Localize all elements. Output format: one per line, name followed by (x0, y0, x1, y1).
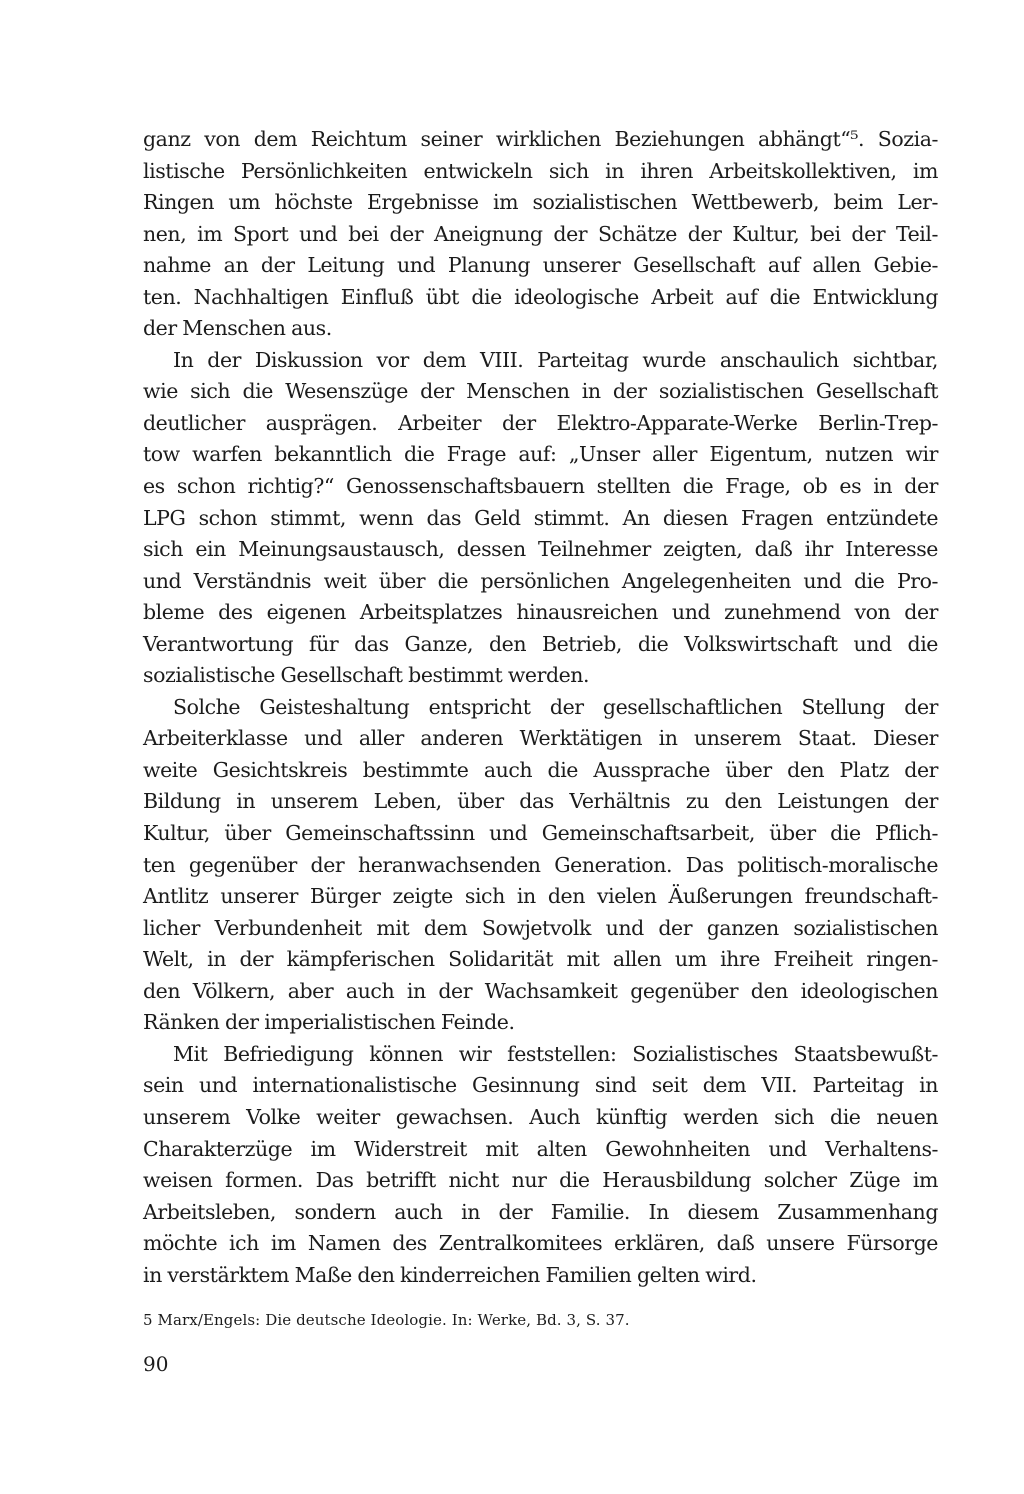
text-line: listische Persönlichkeiten entwickeln sich in ihren Arbeitskollektiven, im (143, 158, 938, 183)
text-line: bleme des eigenen Arbeitsplatzes hinausreichen und zunehmend von der (143, 600, 938, 625)
text-line: weite Gesichtskreis bestimmte auch die Aussprache über den Platz der (143, 757, 938, 782)
text-line: sein und internationalistische Gesinnung sind seit dem VII. Parteitag in (143, 1073, 938, 1098)
text-line: nen, im Sport und bei der Aneignung der Schätze der Kultur, bei der Teil- (143, 221, 938, 246)
text-line: Ränken der imperialistischen Feinde. (143, 1010, 515, 1035)
text-line: der Menschen aus. (143, 316, 332, 341)
text-line: in verstärktem Maße den kinderreichen Familien gelten wird. (143, 1262, 757, 1287)
text-line: Mit Befriedigung können wir feststellen: Sozialistisches Staatsbewußt- (173, 1041, 938, 1066)
text-line: deutlicher ausprägen. Arbeiter der Elektro-Apparate-Werke Berlin-Trep- (143, 410, 938, 435)
text-line: Verantwortung für das Ganze, den Betrieb, die Volkswirtschaft und die (143, 631, 938, 656)
text-line: tow warfen bekanntlich die Frage auf: „Unser aller Eigentum, nutzen wir (143, 442, 938, 467)
text-line: sozialistische Gesellschaft bestimmt werden. (143, 663, 590, 688)
text-line: ten. Nachhaltigen Einfluß übt die ideologische Arbeit auf die Entwicklung (143, 284, 938, 309)
text-line: wie sich die Wesenszüge der Menschen in der sozialistischen Gesellschaft (143, 379, 938, 404)
text-line: ganz von dem Reichtum seiner wirklichen Beziehungen abhängt“⁵. Sozia- (143, 127, 938, 151)
book-page (143, 124, 938, 1464)
text-line: Antlitz unserer Bürger zeigte sich in den vielen Äußerungen freundschaft- (143, 884, 938, 909)
text-line: ten gegenüber der heranwachsenden Generation. Das politisch-moralische (143, 852, 938, 877)
text-line: unserem Volke weiter gewachsen. Auch künftig werden sich die neuen (143, 1104, 938, 1129)
text-line: Ringen um höchste Ergebnisse im sozialistischen Wettbewerb, beim Ler- (143, 190, 938, 215)
text-line: nahme an der Leitung und Planung unserer Gesellschaft auf allen Gebie- (143, 253, 938, 278)
page-number: 90 (143, 1352, 169, 1376)
body-text (143, 124, 938, 1291)
footnote: 5 Marx/Engels: Die deutsche Ideologie. In: Werke, Bd. 3, S. 37. (143, 1311, 630, 1329)
text-line: Arbeitsleben, sondern auch in der Familie. In diesem Zusammenhang (143, 1199, 938, 1224)
text-line: Kultur, über Gemeinschaftssinn und Gemeinschaftsarbeit, über die Pflich- (143, 821, 938, 846)
text-line: licher Verbundenheit mit dem Sowjetvolk und der ganzen sozialistischen (143, 915, 938, 940)
text-line: Bildung in unserem Leben, über das Verhältnis zu den Leistungen der (143, 789, 938, 814)
text-line: Arbeiterklasse und aller anderen Werktätigen in unserem Staat. Dieser (143, 726, 938, 751)
text-line: weisen formen. Das betrifft nicht nur die Herausbildung solcher Züge im (143, 1168, 938, 1193)
text-line: möchte ich im Namen des Zentralkomitees erklären, daß unsere Fürsorge (143, 1231, 938, 1256)
text-line: Charakterzüge im Widerstreit mit alten Gewohnheiten und Verhaltens- (143, 1136, 938, 1161)
text-line: sich ein Meinungsaustausch, dessen Teilnehmer zeigten, daß ihr Interesse (143, 537, 938, 562)
text-line: In der Diskussion vor dem VIII. Parteitag wurde anschaulich sichtbar, (173, 347, 938, 372)
text-line: LPG schon stimmt, wenn das Geld stimmt. An diesen Fragen entzündete (143, 505, 938, 530)
text-line: Welt, in der kämpferischen Solidarität mit allen um ihre Freiheit ringen- (143, 947, 938, 972)
text-line: und Verständnis weit über die persönlichen Angelegenheiten und die Pro- (143, 568, 938, 593)
text-line: den Völkern, aber auch in der Wachsamkeit gegenüber den ideologischen (143, 978, 938, 1003)
text-line: Solche Geisteshaltung entspricht der gesellschaftlichen Stellung der (173, 694, 938, 719)
text-line: es schon richtig?“ Genossenschaftsbauern stellten die Frage, ob es in der (143, 474, 938, 499)
